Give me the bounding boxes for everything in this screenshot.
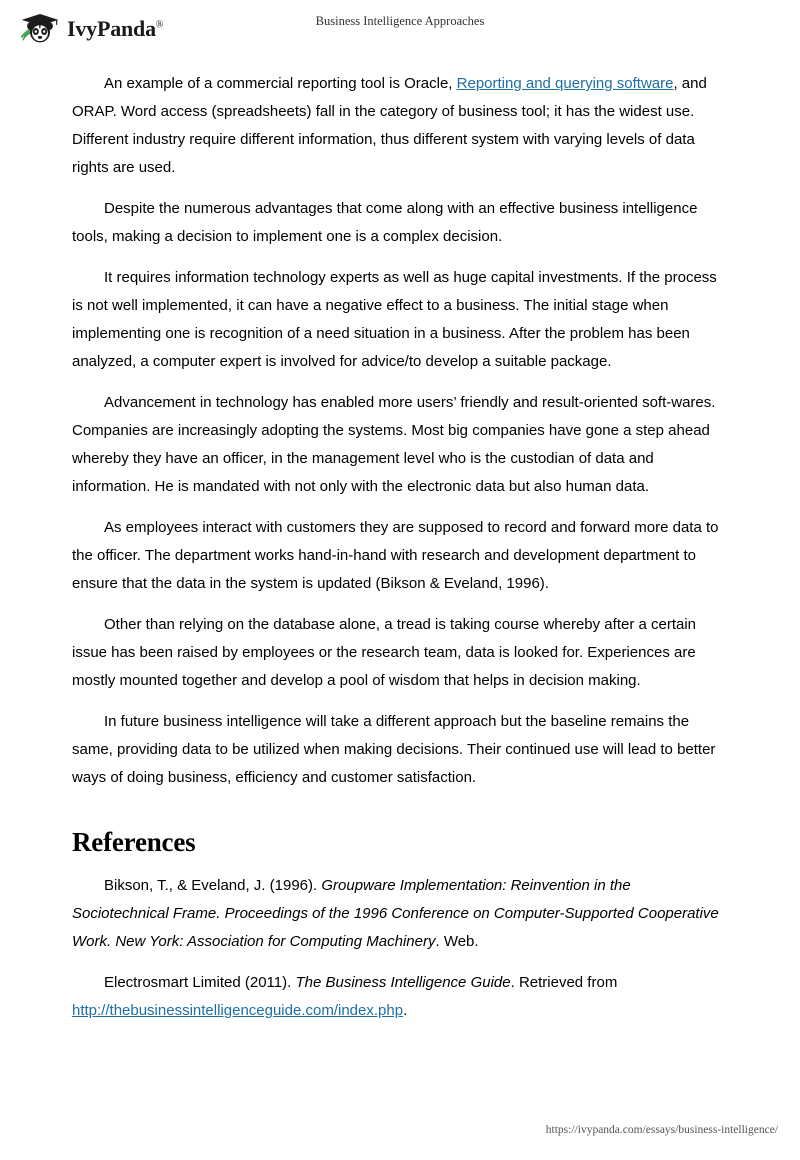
reference-entry <box>72 872 722 969</box>
paragraph <box>72 389 722 514</box>
paragraph <box>72 195 722 264</box>
reference-suffix: . <box>403 1002 408 1019</box>
page-header <box>0 0 800 60</box>
paragraph-text: Despite the numerous advantages that come along with an effective business intelligence tools, making a decision to implement one is a complex decision. <box>72 200 698 245</box>
paragraph-text: As employees interact with customers they are supposed to record and forward more data to the officer. The department works hand-in-hand with research and development department to ensure that the data in the system is updated (Bikson & Eveland, 1996). <box>72 519 719 592</box>
reporting-software-link[interactable]: Reporting and querying software <box>456 75 674 92</box>
reference-retrieved-label: . Retrieved from <box>510 974 618 991</box>
footer-source-url: https://ivypanda.com/essays/business-intelligence/ <box>545 1124 778 1136</box>
paragraph <box>72 70 722 195</box>
references-heading: References <box>72 827 196 857</box>
registered-mark: ® <box>155 19 164 31</box>
reference-author: Electrosmart Limited (2011). <box>104 974 296 991</box>
reference-author: Bikson, T., & Eveland, J. (1996). <box>104 877 322 894</box>
paragraph-text: It requires information technology experts as well as huge capital investments. If the process is not well implemented, it can have a negative effect to a business. The initial stage when implementing one is recognition of a need situation in a business. After the problem has been analyzed, a computer expert is involved for advice/to develop a suitable package. <box>72 269 717 370</box>
paragraph-text: Other than relying on the database alone, a tread is taking course whereby after a certain issue has been raised by employees or the research team, data is looked for. Experiences are mostly mounted together and develop a pool of wisdom that helps in decision making. <box>72 616 697 689</box>
reference-title: The Business Intelligence Guide <box>295 974 511 991</box>
paragraph <box>72 264 722 389</box>
document-body <box>72 70 722 1038</box>
paragraph <box>72 514 722 611</box>
paragraph-text: In future business intelligence will take a different approach but the baseline remains the same, providing data to be utilized when making decisions. Their continued use will lead to better ways of doing business, efficiency and customer satisfaction. <box>72 713 716 786</box>
document-title: Business Intelligence Approaches <box>315 14 485 28</box>
paragraph-text: Advancement in technology has enabled more users’ friendly and result-oriented soft-wares. Companies are increasingly adopting the systems. Most big companies have gone a step ahead whereby they have an officer, in the management level who is the custodian of data and information. He is mandated with not only with the electronic data but also human data. <box>72 394 716 495</box>
paragraph-text: An example of a commercial reporting tool is Oracle, <box>104 75 457 92</box>
reference-title: Groupware Implementation: Reinvention in the Sociotechnical Frame. Proceedings of the 1996 Conference on Computer-Supported Cooperative Work. New York: Association for Computing Machinery <box>72 877 719 950</box>
paragraph-text: , and ORAP. Word access (spreadsheets) fall in the category of business tool; it has the widest use. Different industry require different information, thus different system with varying levels of data rights are used. <box>72 75 707 176</box>
reference-url-link[interactable]: http://thebusinessintelligenceguide.com/index.php <box>72 1002 404 1019</box>
paragraph <box>72 611 722 708</box>
paragraph <box>72 708 722 805</box>
reference-entry <box>72 969 722 1038</box>
reference-suffix: . Web. <box>435 933 479 950</box>
brand-name: IvyPanda® <box>67 16 164 41</box>
